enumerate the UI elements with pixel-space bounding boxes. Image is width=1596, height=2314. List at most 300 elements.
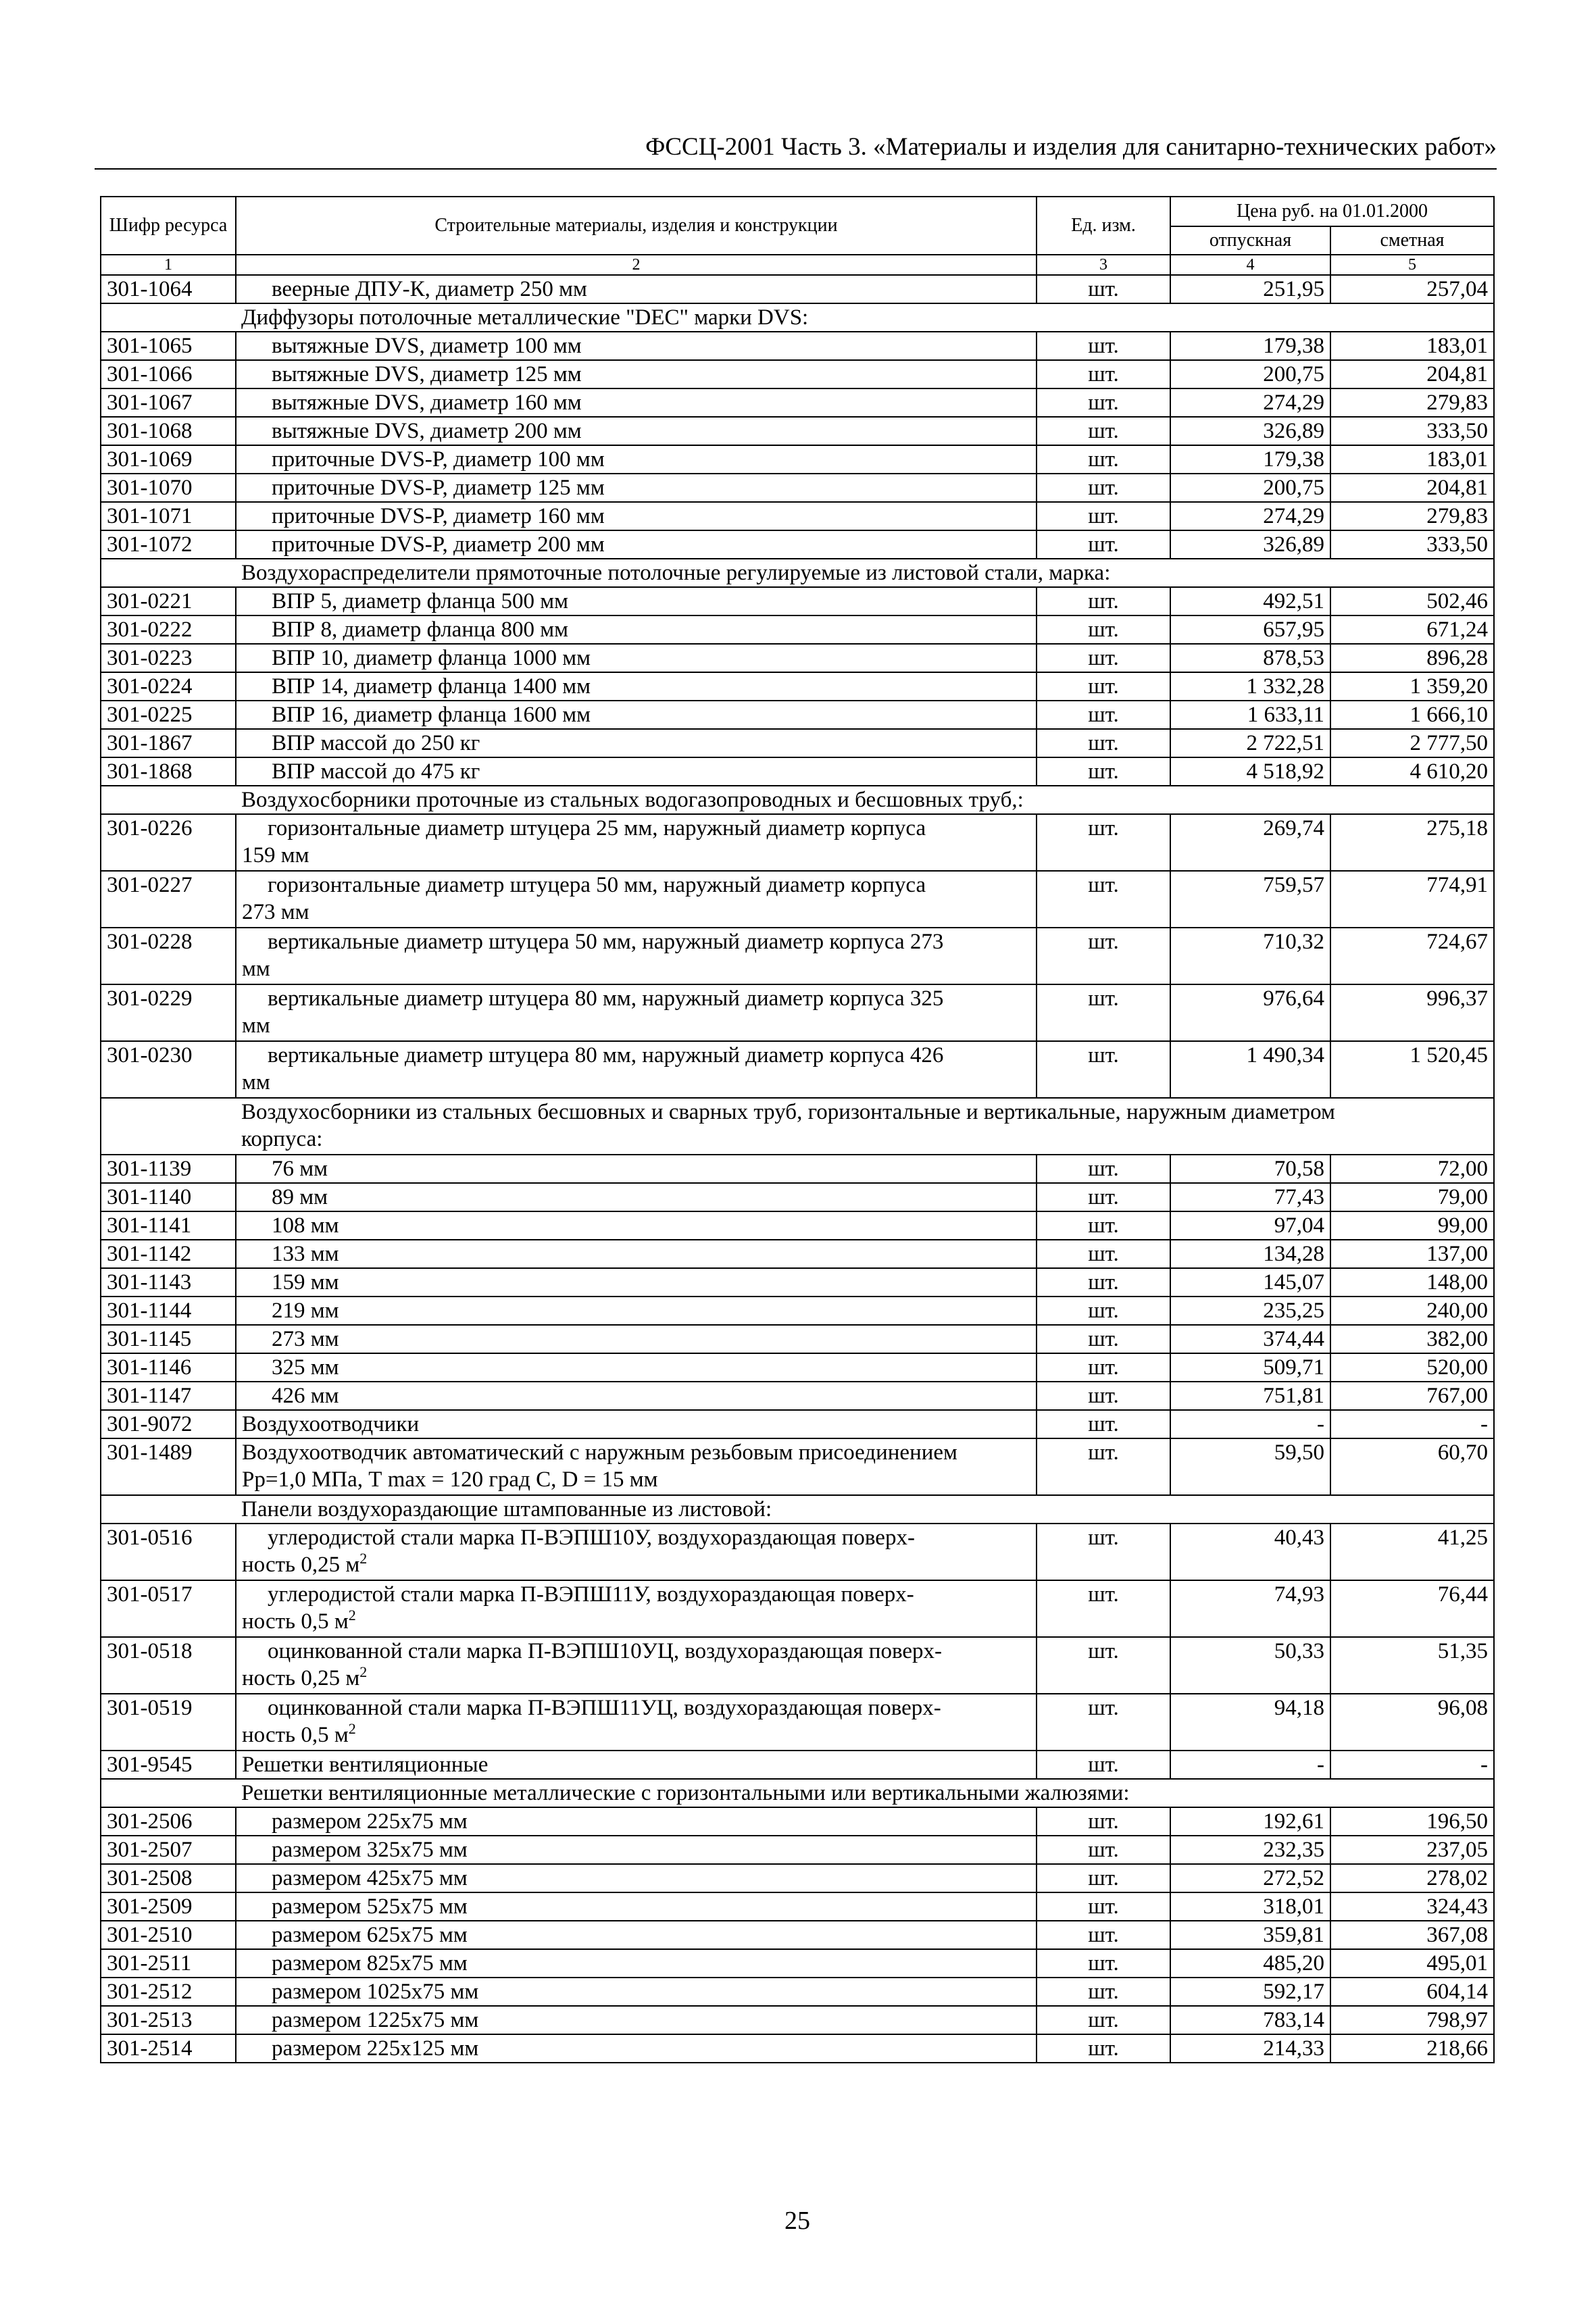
estimate-price: 76,44 xyxy=(1330,1580,1494,1637)
estimate-price: 367,08 xyxy=(1330,1921,1494,1949)
table-row xyxy=(101,1353,1494,1382)
group-header-text xyxy=(236,1098,1494,1155)
header-price-estimate: сметная xyxy=(1330,226,1494,255)
header-code: Шифр ресурса xyxy=(101,197,236,255)
resource-code: 301-1144 xyxy=(101,1297,236,1325)
material-name: размером 825х75 мм xyxy=(236,1949,1037,1978)
material-name: ВПР массой до 475 кг xyxy=(236,757,1037,786)
group-header-row xyxy=(101,1779,1494,1807)
unit-of-measure: шт. xyxy=(1037,1751,1170,1779)
estimate-price: 495,01 xyxy=(1330,1949,1494,1978)
material-name-line: вертикальные диаметр штуцера 80 мм, наружный диаметр корпуса 325 xyxy=(268,986,944,1011)
resource-code: 301-0221 xyxy=(101,587,236,615)
material-name: 108 мм xyxy=(236,1211,1037,1240)
material-name-line: ность 0,25 м xyxy=(242,1553,360,1577)
resource-code: 301-1139 xyxy=(101,1155,236,1183)
table-row xyxy=(101,1524,1494,1580)
group-header-row xyxy=(101,1098,1494,1155)
group-header-row xyxy=(101,303,1494,332)
table-row xyxy=(101,417,1494,445)
material-name-line: 159 мм xyxy=(242,843,309,867)
material-name xyxy=(236,1524,1037,1580)
material-name: приточные DVS-P, диаметр 100 мм xyxy=(236,445,1037,474)
table-row xyxy=(101,644,1494,672)
estimate-price: 324,43 xyxy=(1330,1892,1494,1921)
material-name: 426 мм xyxy=(236,1382,1037,1410)
estimate-price: 774,91 xyxy=(1330,871,1494,928)
page-header: ФССЦ-2001 Часть 3. «Материалы и изделия для санитарно-технических работ» xyxy=(95,130,1497,170)
material-name-line: ность 0,25 м xyxy=(242,1666,360,1690)
material-name: приточные DVS-P, диаметр 160 мм xyxy=(236,502,1037,530)
material-name xyxy=(236,1580,1037,1637)
estimate-price: 520,00 xyxy=(1330,1353,1494,1382)
release-price: 326,89 xyxy=(1170,417,1330,445)
release-price: 751,81 xyxy=(1170,1382,1330,1410)
estimate-price: 798,97 xyxy=(1330,2006,1494,2034)
group-header-code-cell xyxy=(101,1495,236,1524)
material-name-line: ность 0,5 м xyxy=(242,1723,349,1747)
resource-code: 301-9545 xyxy=(101,1751,236,1779)
release-price: 783,14 xyxy=(1170,2006,1330,2034)
table-row xyxy=(101,1211,1494,1240)
material-name: размером 325х75 мм xyxy=(236,1836,1037,1864)
material-name-line: углеродистой стали марка П-ВЭПШ10У, воздухораздающая поверх- xyxy=(268,1526,915,1550)
material-name-line: ность 0,5 м xyxy=(242,1609,349,1634)
release-price: 235,25 xyxy=(1170,1297,1330,1325)
resource-code: 301-0228 xyxy=(101,928,236,984)
unit-of-measure: шт. xyxy=(1037,1949,1170,1978)
group-header-text xyxy=(236,303,1494,332)
estimate-price: 1 359,20 xyxy=(1330,672,1494,701)
unit-of-measure: шт. xyxy=(1037,1041,1170,1098)
resource-code: 301-2514 xyxy=(101,2034,236,2063)
release-price: - xyxy=(1170,1751,1330,1779)
material-name: размером 525х75 мм xyxy=(236,1892,1037,1921)
table-row xyxy=(101,1268,1494,1297)
material-name: размером 625х75 мм xyxy=(236,1921,1037,1949)
unit-of-measure: шт. xyxy=(1037,1580,1170,1637)
release-price: 269,74 xyxy=(1170,814,1330,871)
resource-code: 301-1146 xyxy=(101,1353,236,1382)
table-row xyxy=(101,360,1494,388)
resource-code: 301-1142 xyxy=(101,1240,236,1268)
resource-code: 301-0222 xyxy=(101,615,236,644)
unit-of-measure: шт. xyxy=(1037,587,1170,615)
group-header-line: корпуса: xyxy=(241,1127,323,1151)
material-name xyxy=(236,984,1037,1041)
table-row xyxy=(101,2006,1494,2034)
estimate-price: 275,18 xyxy=(1330,814,1494,871)
estimate-price: 333,50 xyxy=(1330,530,1494,559)
material-name: ВПР массой до 250 кг xyxy=(236,729,1037,757)
unit-of-measure: шт. xyxy=(1037,871,1170,928)
material-name xyxy=(236,1041,1037,1098)
group-header-line: Воздухосборники из стальных бесшовных и сварных труб, горизонтальные и вертикальные, наружным диаметром xyxy=(241,1100,1335,1124)
table-row xyxy=(101,871,1494,928)
table-row xyxy=(101,1921,1494,1949)
material-name: 133 мм xyxy=(236,1240,1037,1268)
table-row xyxy=(101,1410,1494,1438)
table-row xyxy=(101,388,1494,417)
release-price: 374,44 xyxy=(1170,1325,1330,1353)
release-price: 70,58 xyxy=(1170,1155,1330,1183)
header-price-release: отпускная xyxy=(1170,226,1330,255)
material-name: размером 225х125 мм xyxy=(236,2034,1037,2063)
column-number-4: 4 xyxy=(1170,255,1330,275)
material-name-line: вертикальные диаметр штуцера 50 мм, наружный диаметр корпуса 273 xyxy=(268,930,944,954)
table-row xyxy=(101,474,1494,502)
release-price: 326,89 xyxy=(1170,530,1330,559)
table-row xyxy=(101,1892,1494,1921)
resource-code: 301-0518 xyxy=(101,1637,236,1694)
estimate-price: 183,01 xyxy=(1330,445,1494,474)
group-header-line: Диффузоры потолочные металлические "DEC" марки DVS: xyxy=(241,305,809,330)
resource-code: 301-0519 xyxy=(101,1694,236,1751)
table-row xyxy=(101,445,1494,474)
table-row xyxy=(101,530,1494,559)
group-header-row xyxy=(101,559,1494,587)
resource-code: 301-2513 xyxy=(101,2006,236,2034)
release-price: 1 490,34 xyxy=(1170,1041,1330,1098)
material-name-line: мм xyxy=(242,957,270,981)
unit-exponent: 2 xyxy=(359,1550,368,1567)
unit-of-measure: шт. xyxy=(1037,1836,1170,1864)
estimate-price: 196,50 xyxy=(1330,1807,1494,1836)
table-row xyxy=(101,1949,1494,1978)
release-price: 214,33 xyxy=(1170,2034,1330,2063)
table-row xyxy=(101,1807,1494,1836)
estimate-price: 257,04 xyxy=(1330,275,1494,303)
material-name: размером 425х75 мм xyxy=(236,1864,1037,1892)
material-name: 76 мм xyxy=(236,1155,1037,1183)
unit-exponent: 2 xyxy=(359,1663,368,1680)
release-price: 59,50 xyxy=(1170,1438,1330,1495)
table-row xyxy=(101,814,1494,871)
table-row xyxy=(101,672,1494,701)
release-price: 318,01 xyxy=(1170,1892,1330,1921)
release-price: 232,35 xyxy=(1170,1836,1330,1864)
table-row xyxy=(101,1155,1494,1183)
release-price: 509,71 xyxy=(1170,1353,1330,1382)
unit-of-measure: шт. xyxy=(1037,729,1170,757)
estimate-price: 1 520,45 xyxy=(1330,1041,1494,1098)
material-name: 159 мм xyxy=(236,1268,1037,1297)
estimate-price: 41,25 xyxy=(1330,1524,1494,1580)
group-header-text xyxy=(236,786,1494,814)
header-name: Строительные материалы, изделия и конструкции xyxy=(236,197,1037,255)
estimate-price: 382,00 xyxy=(1330,1325,1494,1353)
estimate-price: 218,66 xyxy=(1330,2034,1494,2063)
group-header-line: Решетки вентиляционные металлические с горизонтальными или вертикальными жалюзями: xyxy=(241,1781,1130,1805)
unit-of-measure: шт. xyxy=(1037,1240,1170,1268)
material-name: ВПР 14, диаметр фланца 1400 мм xyxy=(236,672,1037,701)
estimate-price: 51,35 xyxy=(1330,1637,1494,1694)
column-number-5: 5 xyxy=(1330,255,1494,275)
resource-code: 301-1489 xyxy=(101,1438,236,1495)
unit-of-measure: шт. xyxy=(1037,644,1170,672)
material-name-line: горизонтальные диаметр штуцера 25 мм, наружный диаметр корпуса xyxy=(268,816,926,840)
group-header-row xyxy=(101,786,1494,814)
material-name: приточные DVS-P, диаметр 125 мм xyxy=(236,474,1037,502)
material-name xyxy=(236,928,1037,984)
unit-of-measure: шт. xyxy=(1037,1382,1170,1410)
group-header-line: Панели воздухораздающие штампованные из листовой: xyxy=(241,1497,772,1521)
group-header-line: Воздухораспределители прямоточные потолочные регулируемые из листовой стали, марка: xyxy=(241,561,1111,585)
estimate-price: 96,08 xyxy=(1330,1694,1494,1751)
table-row xyxy=(101,1240,1494,1268)
material-name: приточные DVS-P, диаметр 200 мм xyxy=(236,530,1037,559)
material-name-line: оцинкованной стали марка П-ВЭПШ11УЦ, воздухораздающая поверх- xyxy=(268,1696,941,1720)
release-price: 4 518,92 xyxy=(1170,757,1330,786)
unit-of-measure: шт. xyxy=(1037,2006,1170,2034)
resource-code: 301-1069 xyxy=(101,445,236,474)
material-name: ВПР 10, диаметр фланца 1000 мм xyxy=(236,644,1037,672)
release-price: 251,95 xyxy=(1170,275,1330,303)
resource-code: 301-0223 xyxy=(101,644,236,672)
material-name-line: вертикальные диаметр штуцера 80 мм, наружный диаметр корпуса 426 xyxy=(268,1043,944,1067)
estimate-price: 724,67 xyxy=(1330,928,1494,984)
material-name-line: Рр=1,0 МПа, Т max = 120 град С, D = 15 мм xyxy=(242,1467,658,1492)
resource-code: 301-1070 xyxy=(101,474,236,502)
table-row xyxy=(101,275,1494,303)
group-header-code-cell xyxy=(101,1779,236,1807)
resource-code: 301-0229 xyxy=(101,984,236,1041)
table-row xyxy=(101,729,1494,757)
table-row xyxy=(101,1694,1494,1751)
resource-code: 301-1064 xyxy=(101,275,236,303)
table-row xyxy=(101,757,1494,786)
material-name-line: Воздухоотводчик автоматический с наружным резьбовым присоединением xyxy=(242,1440,957,1465)
material-name xyxy=(236,871,1037,928)
resource-code: 301-2511 xyxy=(101,1949,236,1978)
resource-code: 301-9072 xyxy=(101,1410,236,1438)
resource-code: 301-0230 xyxy=(101,1041,236,1098)
unit-of-measure: шт. xyxy=(1037,701,1170,729)
unit-of-measure: шт. xyxy=(1037,1524,1170,1580)
table-row xyxy=(101,332,1494,360)
material-name: веерные ДПУ-К, диаметр 250 мм xyxy=(236,275,1037,303)
material-name-line: оцинкованной стали марка П-ВЭПШ10УЦ, воздухораздающая поверх- xyxy=(268,1639,942,1663)
estimate-price: 72,00 xyxy=(1330,1155,1494,1183)
group-header-text xyxy=(236,1495,1494,1524)
resource-code: 301-0517 xyxy=(101,1580,236,1637)
resource-code: 301-1065 xyxy=(101,332,236,360)
unit-of-measure: шт. xyxy=(1037,928,1170,984)
material-name: Воздухоотводчики xyxy=(236,1410,1037,1438)
unit-of-measure: шт. xyxy=(1037,814,1170,871)
table-row xyxy=(101,1041,1494,1098)
material-name: 219 мм xyxy=(236,1297,1037,1325)
material-name-line: мм xyxy=(242,1013,270,1038)
release-price: 145,07 xyxy=(1170,1268,1330,1297)
group-header-text xyxy=(236,1779,1494,1807)
estimate-price: - xyxy=(1330,1751,1494,1779)
resource-code: 301-1067 xyxy=(101,388,236,417)
header-price: Цена руб. на 01.01.2000 xyxy=(1170,197,1494,226)
unit-exponent: 2 xyxy=(348,1720,356,1737)
material-name: размером 225х75 мм xyxy=(236,1807,1037,1836)
unit-of-measure: шт. xyxy=(1037,615,1170,644)
resource-code: 301-1145 xyxy=(101,1325,236,1353)
estimate-price: 148,00 xyxy=(1330,1268,1494,1297)
table-row xyxy=(101,502,1494,530)
estimate-price: 4 610,20 xyxy=(1330,757,1494,786)
estimate-price: 237,05 xyxy=(1330,1836,1494,1864)
unit-of-measure: шт. xyxy=(1037,360,1170,388)
table-row xyxy=(101,1297,1494,1325)
release-price: 272,52 xyxy=(1170,1864,1330,1892)
table-row xyxy=(101,1751,1494,1779)
unit-of-measure: шт. xyxy=(1037,474,1170,502)
material-name: 89 мм xyxy=(236,1183,1037,1211)
material-name-line: углеродистой стали марка П-ВЭПШ11У, воздухораздающая поверх- xyxy=(268,1582,914,1607)
release-price: 192,61 xyxy=(1170,1807,1330,1836)
unit-of-measure: шт. xyxy=(1037,1183,1170,1211)
table-row xyxy=(101,2034,1494,2063)
material-name-line: мм xyxy=(242,1070,270,1095)
unit-of-measure: шт. xyxy=(1037,1438,1170,1495)
table-row xyxy=(101,1978,1494,2006)
resource-code: 301-1068 xyxy=(101,417,236,445)
table-row xyxy=(101,984,1494,1041)
table-row xyxy=(101,1836,1494,1864)
unit-of-measure: шт. xyxy=(1037,1297,1170,1325)
unit-of-measure: шт. xyxy=(1037,388,1170,417)
column-number-1: 1 xyxy=(101,255,236,275)
unit-of-measure: шт. xyxy=(1037,2034,1170,2063)
unit-exponent: 2 xyxy=(348,1607,356,1624)
unit-of-measure: шт. xyxy=(1037,417,1170,445)
group-header-row xyxy=(101,1495,1494,1524)
release-price: 200,75 xyxy=(1170,360,1330,388)
unit-of-measure: шт. xyxy=(1037,1892,1170,1921)
release-price: - xyxy=(1170,1410,1330,1438)
table-row xyxy=(101,1382,1494,1410)
material-name: ВПР 8, диаметр фланца 800 мм xyxy=(236,615,1037,644)
table-row xyxy=(101,1637,1494,1694)
release-price: 200,75 xyxy=(1170,474,1330,502)
material-name: ВПР 16, диаметр фланца 1600 мм xyxy=(236,701,1037,729)
page-number: 25 xyxy=(784,2207,810,2235)
table-row xyxy=(101,701,1494,729)
unit-of-measure: шт. xyxy=(1037,530,1170,559)
resource-code: 301-2510 xyxy=(101,1921,236,1949)
estimate-price: - xyxy=(1330,1410,1494,1438)
estimate-price: 1 666,10 xyxy=(1330,701,1494,729)
release-price: 274,29 xyxy=(1170,388,1330,417)
estimate-price: 278,02 xyxy=(1330,1864,1494,1892)
unit-of-measure: шт. xyxy=(1037,332,1170,360)
estimate-price: 240,00 xyxy=(1330,1297,1494,1325)
release-price: 878,53 xyxy=(1170,644,1330,672)
resource-code: 301-2512 xyxy=(101,1978,236,2006)
resource-code: 301-1140 xyxy=(101,1183,236,1211)
material-name: вытяжные DVS, диаметр 100 мм xyxy=(236,332,1037,360)
group-header-text xyxy=(236,559,1494,587)
table-row xyxy=(101,1183,1494,1211)
table-row xyxy=(101,1438,1494,1495)
release-price: 1 332,28 xyxy=(1170,672,1330,701)
resource-code: 301-1143 xyxy=(101,1268,236,1297)
release-price: 759,57 xyxy=(1170,871,1330,928)
estimate-price: 502,46 xyxy=(1330,587,1494,615)
release-price: 40,43 xyxy=(1170,1524,1330,1580)
unit-of-measure: шт. xyxy=(1037,757,1170,786)
estimate-price: 279,83 xyxy=(1330,502,1494,530)
resource-code: 301-1066 xyxy=(101,360,236,388)
table-row xyxy=(101,1325,1494,1353)
material-name xyxy=(236,814,1037,871)
material-name xyxy=(236,1438,1037,1495)
unit-of-measure: шт. xyxy=(1037,1694,1170,1751)
release-price: 179,38 xyxy=(1170,332,1330,360)
material-name: 325 мм xyxy=(236,1353,1037,1382)
unit-of-measure: шт. xyxy=(1037,1155,1170,1183)
estimate-price: 79,00 xyxy=(1330,1183,1494,1211)
column-number-3: 3 xyxy=(1037,255,1170,275)
estimate-price: 204,81 xyxy=(1330,360,1494,388)
resource-code: 301-2507 xyxy=(101,1836,236,1864)
unit-of-measure: шт. xyxy=(1037,1410,1170,1438)
estimate-price: 896,28 xyxy=(1330,644,1494,672)
table-row xyxy=(101,587,1494,615)
release-price: 77,43 xyxy=(1170,1183,1330,1211)
table-body xyxy=(101,275,1494,2063)
column-number-2: 2 xyxy=(236,255,1037,275)
release-price: 134,28 xyxy=(1170,1240,1330,1268)
release-price: 359,81 xyxy=(1170,1921,1330,1949)
resource-code: 301-0224 xyxy=(101,672,236,701)
estimate-price: 333,50 xyxy=(1330,417,1494,445)
material-name: вытяжные DVS, диаметр 200 мм xyxy=(236,417,1037,445)
unit-of-measure: шт. xyxy=(1037,1211,1170,1240)
resource-code: 301-2508 xyxy=(101,1864,236,1892)
table-row xyxy=(101,1864,1494,1892)
material-name-line: горизонтальные диаметр штуцера 50 мм, наружный диаметр корпуса xyxy=(268,873,926,897)
estimate-price: 2 777,50 xyxy=(1330,729,1494,757)
unit-of-measure: шт. xyxy=(1037,1807,1170,1836)
material-name xyxy=(236,1694,1037,1751)
group-header-code-cell xyxy=(101,1098,236,1155)
material-name xyxy=(236,1637,1037,1694)
unit-of-measure: шт. xyxy=(1037,1864,1170,1892)
estimate-price: 99,00 xyxy=(1330,1211,1494,1240)
estimate-price: 671,24 xyxy=(1330,615,1494,644)
resource-code: 301-2506 xyxy=(101,1807,236,1836)
estimate-price: 279,83 xyxy=(1330,388,1494,417)
release-price: 2 722,51 xyxy=(1170,729,1330,757)
resource-code: 301-1072 xyxy=(101,530,236,559)
table-header xyxy=(101,197,1494,275)
estimate-price: 204,81 xyxy=(1330,474,1494,502)
material-name: ВПР 5, диаметр фланца 500 мм xyxy=(236,587,1037,615)
unit-of-measure: шт. xyxy=(1037,1921,1170,1949)
unit-of-measure: шт. xyxy=(1037,445,1170,474)
price-table xyxy=(100,196,1495,2063)
estimate-price: 767,00 xyxy=(1330,1382,1494,1410)
release-price: 50,33 xyxy=(1170,1637,1330,1694)
group-header-code-cell xyxy=(101,559,236,587)
header-unit: Ед. изм. xyxy=(1037,197,1170,255)
unit-of-measure: шт. xyxy=(1037,984,1170,1041)
resource-code: 301-1141 xyxy=(101,1211,236,1240)
unit-of-measure: шт. xyxy=(1037,1637,1170,1694)
material-name-line: 273 мм xyxy=(242,900,309,924)
resource-code: 301-1868 xyxy=(101,757,236,786)
table-row xyxy=(101,928,1494,984)
release-price: 657,95 xyxy=(1170,615,1330,644)
group-header-line: Воздухосборники проточные из стальных водогазопроводных и бесшовных труб,: xyxy=(241,788,1024,812)
